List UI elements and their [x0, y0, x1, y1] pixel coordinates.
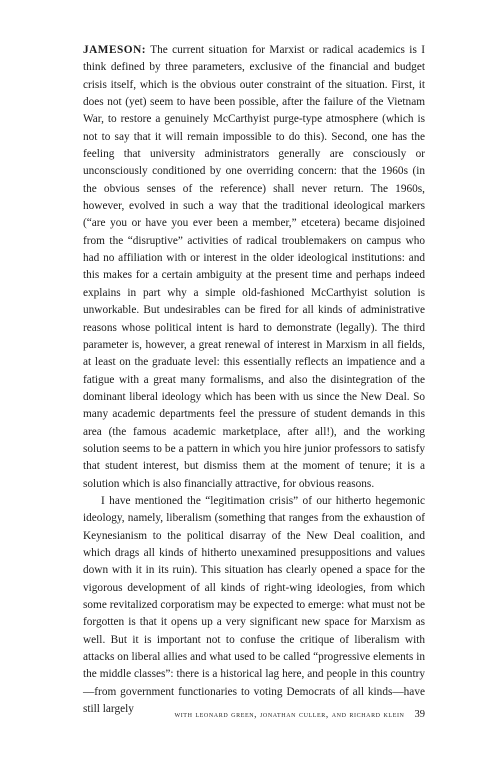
main-text [83, 42, 425, 718]
paragraph-1-text: The current situation for Marxist or radical academics is I think defined by three parameters, exclusive of the financial and budget crisis itself, which is the obvious outer constraint of the situation. First, it does not (yet) seem to have been possible, after the failure of the Vietnam War, to restore a genuinely McCarthyist purge-type atmosphere (which is not to say that it will remain impossible to do this). Second, one has the feeling that university administrators generally are consciously or unconsciously conditioned by one overriding concern: that the 1960s (in the obvious senses of the reference) shall never return. The 1960s, however, evolved in such a way that the traditional ideological markers (“are you or have you ever been a member,” etcetera) became disjoined from the “disruptive” activities of radical troublemakers on campus who had no affiliation with or interest in the older ideological institutions: and this makes for a certain ambiguity at the present time and perhaps indeed explains in part why a simple old-fashioned McCarthyist solution is unworkable. But undesirables can be fired for all kinds of administrative reasons whose political intent is hard to demonstrate (legally). The third parameter is, however, a great renewal of interest in Marxism in all fields, at least on the graduate level: this essentially reflects an impatience and a fatigue with a great many formalisms, and also the disintegration of the dominant liberal ideology which has been with us since the New Deal. So many academic departments feel the pressure of student demands in this area (the famous academic marketplace, after all!), and the working solution seems to be a pattern in which you hire junior professors to satisfy that student interest, but dismiss them at the moment of tenure; it is a solution which is also financially attractive, for obvious reasons. [83, 44, 425, 490]
paragraph-1 [83, 42, 425, 493]
page-footer [83, 709, 425, 720]
paragraph-2-text: I have mentioned the “legitimation crisis” of our hitherto hegemonic ideology, namely, liberalism (something that ranges from the exhaustion of Keynesianism to the political disarray of the New Deal coalition, and which drags all kinds of hitherto unexamined presuppositions and values down with it in its ruin). This situation has clearly opened a space for the vigorous development of all kinds of right-wing ideologies, from which some revitalized corporatism may be expected to emerge: what must not be forgotten is that it opens up a very significant new space for Marxism as well. But it is important not to confuse the critique of liberalism with attacks on liberal allies and what used to be called “progressive elements in the middle classes”: there is a historical lag here, and people in this country—from government functionaries to voting Democrats of all kinds—have still largely [83, 494, 425, 716]
speaker-label: JAMESON: [83, 44, 146, 56]
running-head: with leonard green, jonathan culler, and richard klein [174, 709, 405, 719]
page-number: 39 [414, 709, 425, 720]
paragraph-2 [83, 493, 425, 718]
